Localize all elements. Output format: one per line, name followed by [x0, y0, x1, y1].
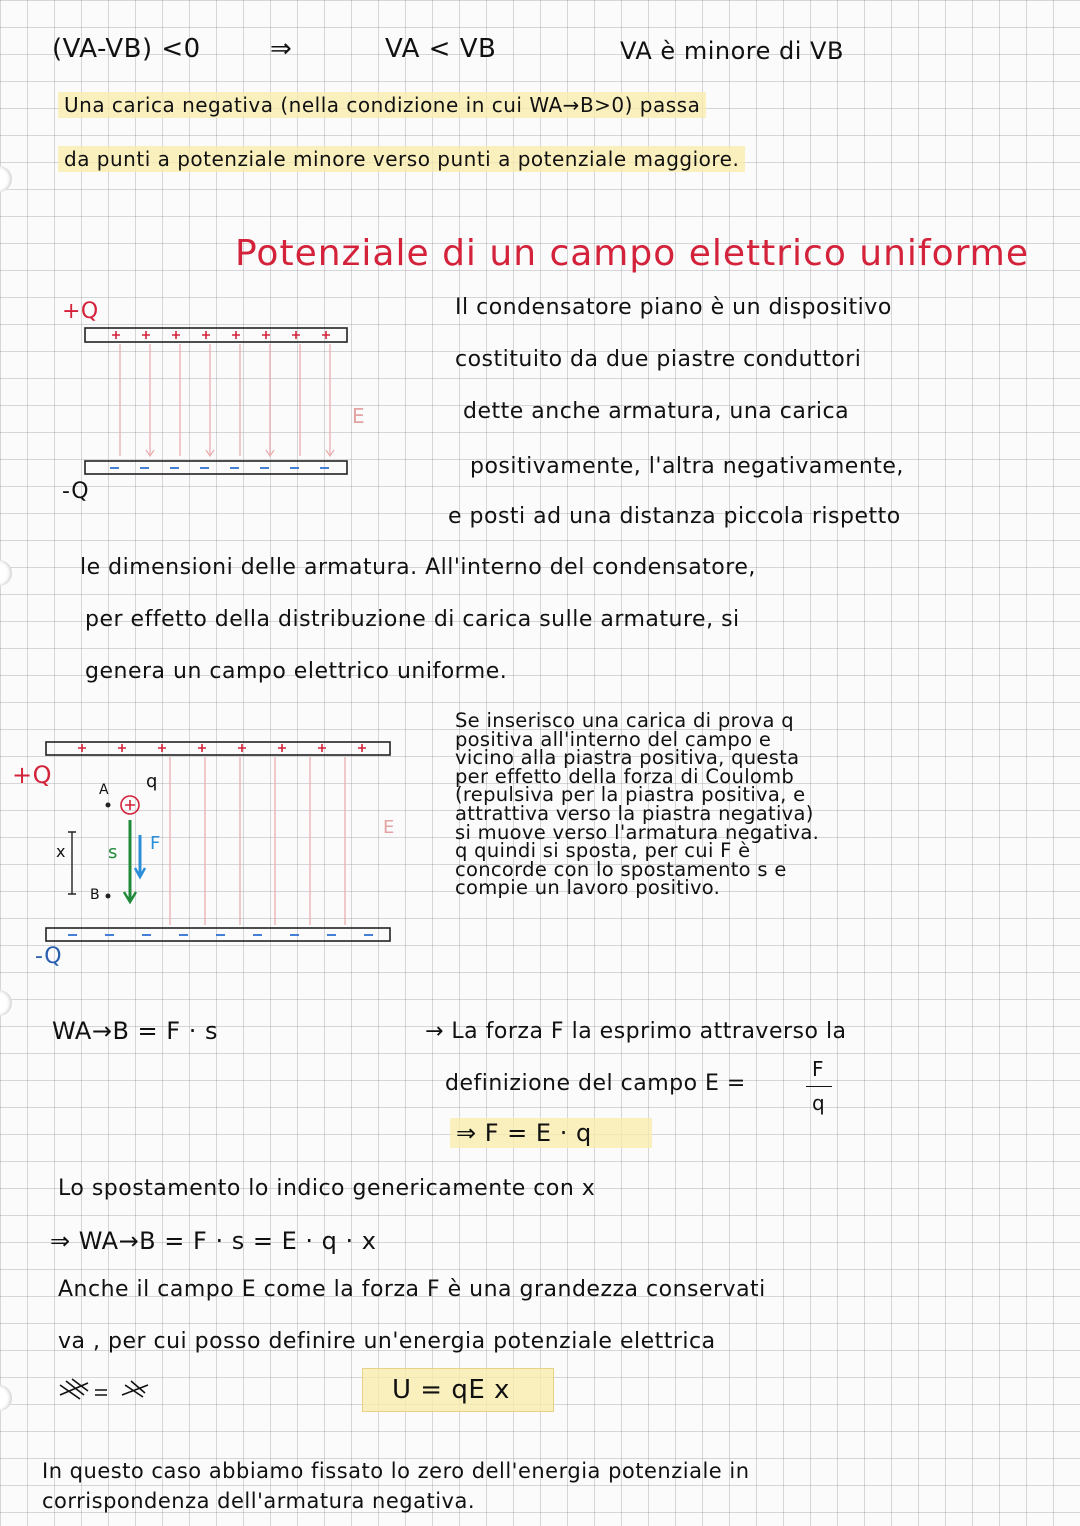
potential-energy-equation: U = qE x [392, 1375, 510, 1405]
distance-x-label: x [56, 842, 66, 861]
paragraph-line: Il condensatore piano è un dispositivo [455, 295, 892, 320]
crossed-out-scribble [122, 1381, 148, 1397]
implies-arrow: ⇒ [270, 34, 293, 64]
conservative-line-1: Anche il campo E come la forza F è una grandezza conservati [58, 1277, 766, 1302]
test-charge-paragraph: Se inserisco una carica di prova q positiva all'interno del campo e vicino alla piastra positiva, questa per effetto della forza di Coulomb (repulsiva per la piastra positiva, e attrattiva verso la piastra negativa) si muove verso l'armatura negativa. q quindi si sposta, per cui F è concorde con lo spostamento s e compie un lavoro positivo. [455, 709, 820, 900]
paragraph-line: dette anche armatura, una carica [463, 399, 850, 424]
point-a-label: A [99, 782, 110, 798]
plate-negative-label-2: -Q [35, 944, 63, 969]
zero-reference-line-1: In questo caso abbiamo fissato lo zero dell'energia potenziale in [42, 1459, 750, 1483]
va-less-vb: VA < VB [385, 34, 497, 64]
displacement-s-label: s [108, 842, 118, 863]
paragraph-line: positivamente, l'altra negativamente, [470, 454, 904, 479]
conservative-line-2: va , per cui posso definire un'energia potenziale elettrica [58, 1329, 716, 1354]
potential-line: da punti a potenziale minore verso punti a potenziale maggiore. [58, 146, 745, 172]
paragraph-line: costituito da due piastre conduttori [455, 347, 862, 372]
force-expression-note: → La forza F la esprimo attraverso la [425, 1019, 847, 1044]
field-definition: definizione del campo E = [445, 1071, 746, 1096]
section-title: Potenziale di un campo elettrico uniforme [235, 233, 1030, 274]
equals-scribble [95, 1390, 107, 1395]
field-e-label: E [352, 404, 366, 428]
va-minore-vb: VA è minore di VB [620, 37, 844, 65]
paragraph-line: per effetto della distribuzione di carica sulle armature, si [85, 607, 740, 632]
inequality-va-vb: (VA-VB) <0 [52, 34, 201, 64]
fraction-numerator: F [812, 1057, 825, 1081]
displacement-line: Lo spostamento lo indico genericamente con x [58, 1176, 596, 1201]
paragraph-line: le dimensioni delle armatura. All'interno del condensatore, [80, 555, 756, 580]
point-b-label: B [90, 887, 101, 903]
charge-q-label: q [146, 771, 158, 792]
work-definition: WA→B = F · s [52, 1017, 218, 1045]
crossed-out-scribble [60, 1379, 88, 1399]
negative-charge-line: Una carica negativa (nella condizione in cui WA→B>0) passa [58, 92, 706, 118]
paragraph-line: e posti ad una distanza piccola rispetto [448, 504, 901, 529]
zero-reference-line-2: corrispondenza dell'armatura negativa. [42, 1489, 476, 1513]
plate-positive-label: +Q [62, 299, 99, 324]
work-equation: ⇒ WA→B = F · s = E · q · x [50, 1227, 377, 1255]
paragraph-line: genera un campo elettrico uniforme. [85, 659, 508, 684]
plate-positive-label-2: +Q [12, 761, 52, 789]
fraction-denominator: q [812, 1091, 826, 1115]
force-equation: ⇒ F = E · q [450, 1118, 652, 1148]
field-e-label-2: E [383, 817, 395, 838]
force-f-label: F [150, 833, 161, 854]
plate-negative-label: -Q [62, 479, 90, 504]
